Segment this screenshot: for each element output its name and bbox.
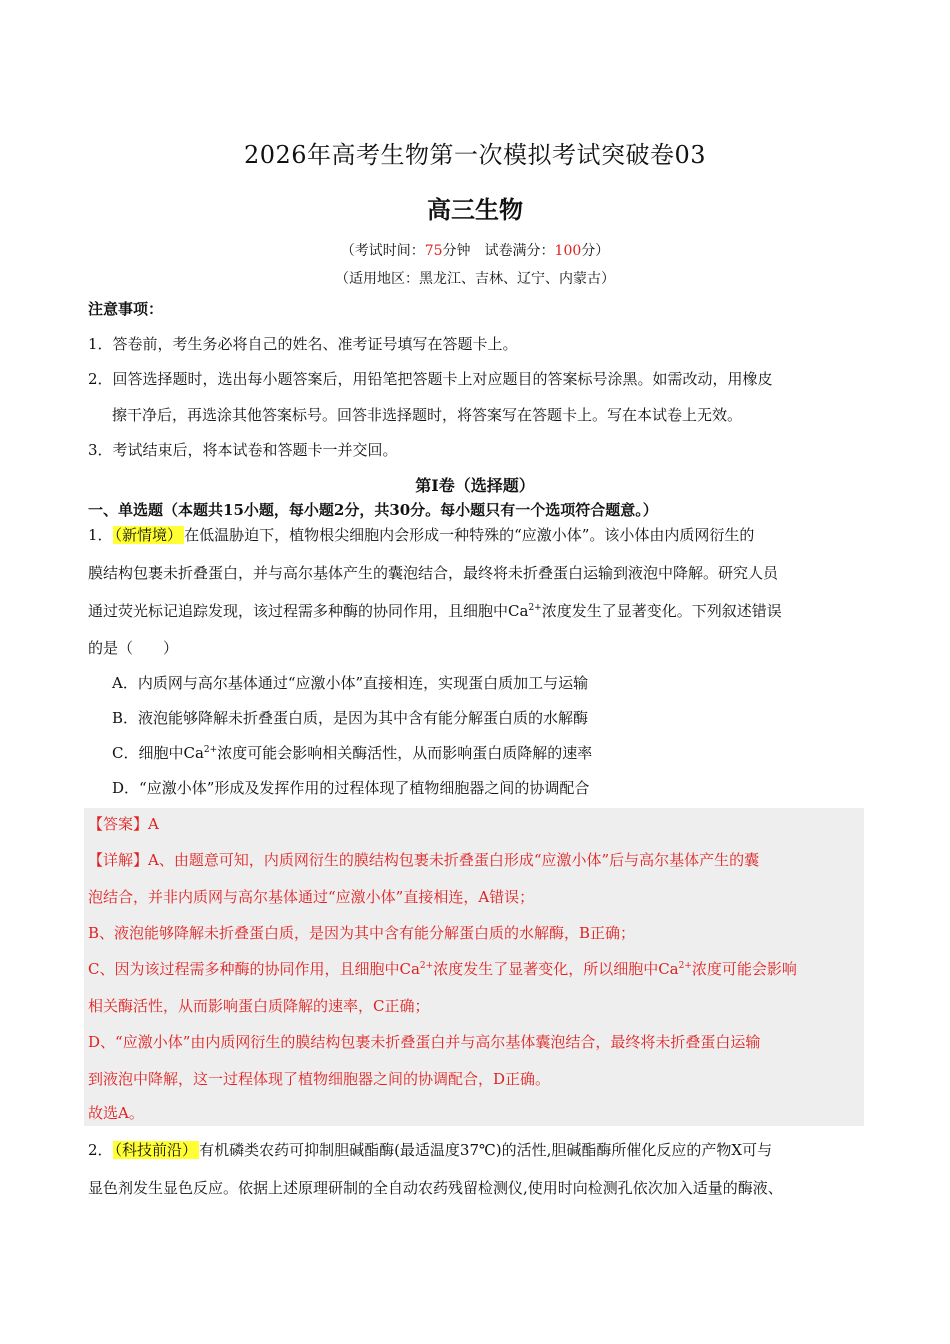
q1-option-b: B．液泡能够降解未折叠蛋白质，是因为其中含有能分解蛋白质的水解酶	[112, 709, 589, 727]
exam-subtitle: 高三生物	[427, 195, 523, 224]
explanation-line-1: 【详解】A、由题意可知，内质网衍生的膜结构包裹未折叠蛋白形成“应激小体”后与高尔基体产生的囊	[88, 851, 760, 869]
q1-tag: （新情境）	[114, 526, 183, 544]
q2-line-1: 2． （科技前沿） 有机磷类农药可抑制胆碱酯酶(最适温度37℃)的活性,胆碱酯酶所催化反应的产物X可与	[88, 1141, 773, 1159]
explanation-line-8: 故选A。	[88, 1104, 144, 1122]
answer-label: 【答案】A	[88, 815, 159, 833]
score-value: 100	[554, 243, 582, 259]
q2-tag: （科技前沿）	[114, 1141, 198, 1159]
q1-option-d: D．“应激小体”形成及发挥作用的过程体现了植物细胞器之间的协调配合	[112, 779, 590, 797]
notice-item-2-cont: 擦干净后，再选涂其他答案标号。回答非选择题时，将答案写在答题卡上。写在本试卷上无效。	[112, 406, 743, 424]
explanation-line-6: D、“应激小体”由内质网衍生的膜结构包裹未折叠蛋白并与高尔基体囊泡结合，最终将未折叠蛋白运输	[88, 1033, 761, 1051]
q2-line-2: 显色剂发生显色反应。依据上述原理研制的全自动农药残留检测仪,使用时向检测孔依次加入适量的酶液、	[88, 1179, 783, 1197]
explanation-line-3: B、液泡能够降解未折叠蛋白质，是因为其中含有能分解蛋白质的水解酶，B正确；	[88, 924, 636, 942]
volume-heading: 第Ⅰ卷（选择题）	[415, 476, 535, 495]
exam-time-info: （考试时间：75分钟 试卷满分：100分）	[340, 243, 610, 259]
section-heading: 一、单选题（本题共15小题，每小题2分，共30分。每小题只有一个选项符合题意。）	[88, 501, 658, 519]
q1-line-3: 通过荧光标记追踪发现，该过程需多种酶的协同作用，且细胞中$Ca^{2+}$浓度发生了显著变化。下列叙述错误	[88, 602, 782, 620]
notice-item-2: 2．回答选择题时，选出每小题答案后，用铅笔把答题卡上对应题目的答案标号涂黑。如需改动，用橡皮	[88, 370, 773, 388]
notice-heading: 注意事项：	[88, 300, 164, 318]
q1-line-4: 的是（ ）	[88, 639, 179, 657]
exam-title: 2026年高考生物第一次模拟考试突破卷03	[243, 141, 707, 169]
q1-line-1: 1． （新情境） 在低温胁迫下，植物根尖细胞内会形成一种特殊的“应激小体”。该小体由内质网衍生的	[88, 526, 755, 544]
explanation-line-5: 相关酶活性，从而影响蛋白质降解的速率，C正确；	[88, 997, 430, 1015]
q1-line-2: 膜结构包裹未折叠蛋白，并与高尔基体产生的囊泡结合，最终将未折叠蛋白运输到液泡中降解。研究人员	[88, 564, 779, 582]
explanation-line-4: C、因为该过程需多种酶的协同作用，且细胞中$Ca^{2+}$浓度发生了显著变化，所以细胞中$Ca^{2+}$浓度可能会影响	[88, 960, 797, 978]
explanation-line-2: 泡结合，并非内质网与高尔基体通过“应激小体”直接相连，A错误；	[88, 888, 535, 906]
notice-item-3: 3．考试结束后，将本试卷和答题卡一并交回。	[88, 441, 398, 459]
q1-option-c: C．细胞中$Ca^{2+}$浓度可能会影响相关酶活性，从而影响蛋白质降解的速率	[112, 744, 593, 762]
notice-item-1: 1．答卷前，考生务必将自己的姓名、准考证号填写在答题卡上。	[88, 335, 518, 353]
exam-region: （适用地区：黑龙江、吉林、辽宁、内蒙古）	[335, 271, 615, 287]
time-value: 75	[424, 243, 443, 259]
explanation-line-7: 到液泡中降解，这一过程体现了植物细胞器之间的协调配合，D正确。	[88, 1070, 551, 1088]
q1-option-a: A．内质网与高尔基体通过“应激小体”直接相连，实现蛋白质加工与运输	[112, 674, 589, 692]
